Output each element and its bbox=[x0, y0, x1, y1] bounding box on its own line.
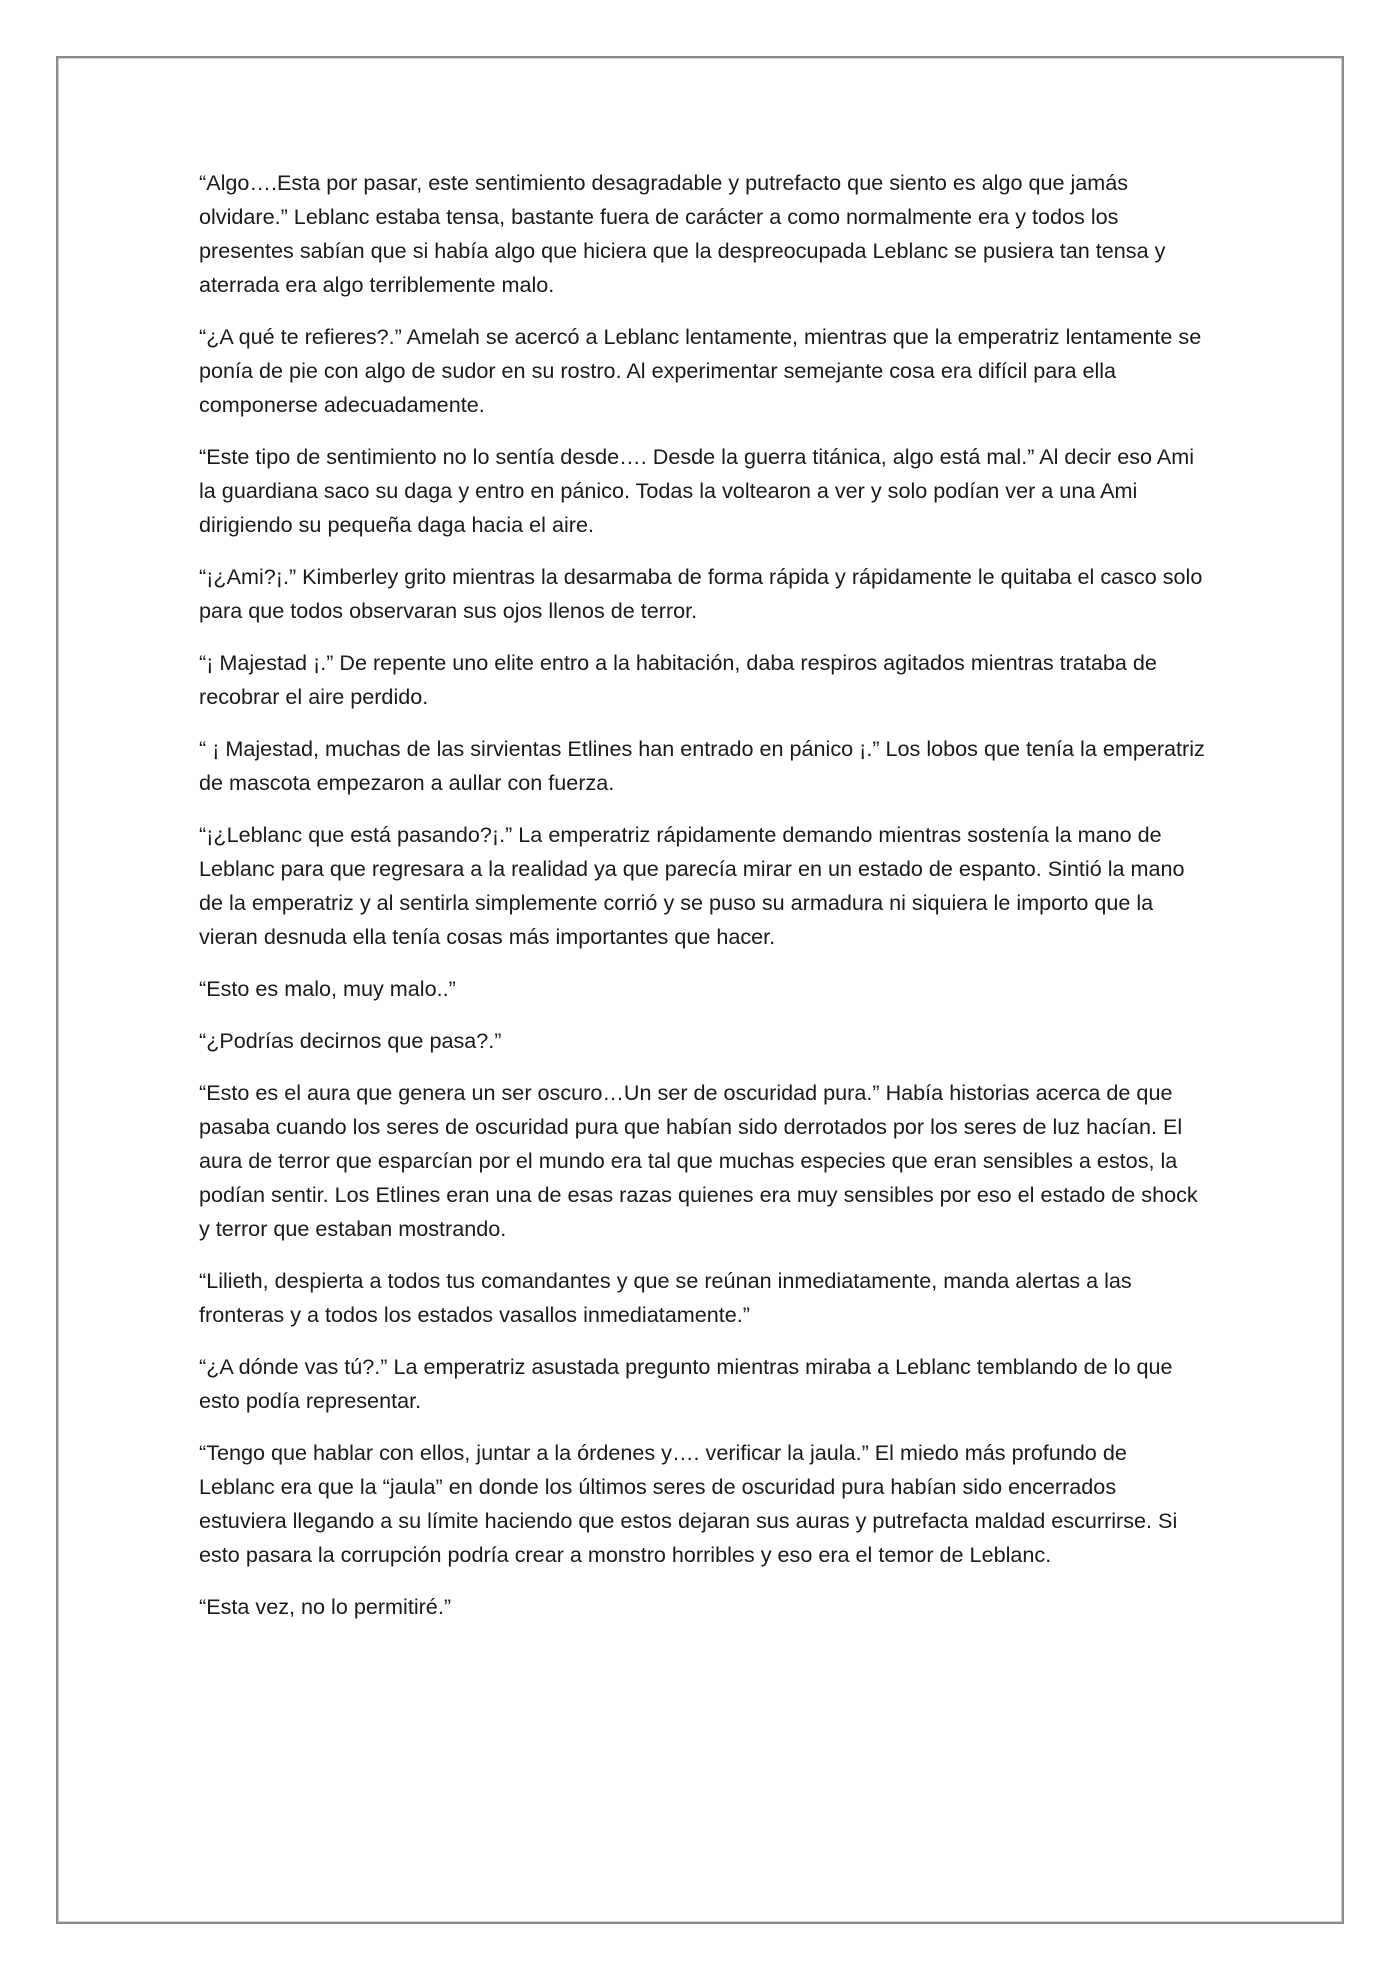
paragraph-11: “Lilieth, despierta a todos tus comandantes y que se reúnan inmediatamente, manda alertas a las fronteras y a todos los estados vasallos inmediatamente.” bbox=[199, 1268, 1132, 1327]
paragraph-14: “Esta vez, no lo permitiré.” bbox=[199, 1594, 452, 1619]
document-body bbox=[199, 166, 1205, 1642]
paragraph-10: “Esto es el aura que genera un ser oscuro…Un ser de oscuridad pura.” Había historias acerca de que pasaba cuando los seres de oscuridad pura que habían sido derrotados por los seres de luz hacían. El aura de terror que esparcían por el mundo era tal que muchas especies que eran sensibles a estos, la podían sentir. Los Etlines eran una de esas razas quienes era muy sensibles por eso el estado de shock y terror que estaban mostrando. bbox=[199, 1080, 1198, 1241]
paragraph-9: “¿Podrías decirnos que pasa?.” bbox=[199, 1028, 502, 1053]
paragraph-8: “Esto es malo, muy malo..” bbox=[199, 976, 456, 1001]
paragraph-6: “ ¡ Majestad, muchas de las sirvientas Etlines han entrado en pánico ¡.” Los lobos que tenía la emperatriz de mascota empezaron a aullar con fuerza. bbox=[199, 736, 1205, 795]
paragraph-12: “¿A dónde vas tú?.” La emperatriz asustada pregunto mientras miraba a Leblanc temblando de lo que esto podía representar. bbox=[199, 1354, 1173, 1413]
paragraph-4: “¡¿Ami?¡.” Kimberley grito mientras la desarmaba de forma rápida y rápidamente le quitaba el casco solo para que todos observaran sus ojos llenos de terror. bbox=[199, 564, 1203, 623]
paragraph-7: “¡¿Leblanc que está pasando?¡.” La emperatriz rápidamente demando mientras sostenía la mano de Leblanc para que regresara a la realidad ya que parecía mirar en un estado de espanto. Sintió la mano de la emperatriz y al sentirla simplemente corrió y se puso su armadura ni siquiera le importo que la vieran desnuda ella tenía cosas más importantes que hacer. bbox=[199, 822, 1185, 949]
paragraph-5: “¡ Majestad ¡.” De repente uno elite entro a la habitación, daba respiros agitados mientras trataba de recobrar el aire perdido. bbox=[199, 650, 1157, 709]
paragraph-2: “¿A qué te refieres?.” Amelah se acercó a Leblanc lentamente, mientras que la emperatriz lentamente se ponía de pie con algo de sudor en su rostro. Al experimentar semejante cosa era difícil para ella componerse adecuadamente. bbox=[199, 324, 1202, 417]
paragraph-3: “Este tipo de sentimiento no lo sentía desde…. Desde la guerra titánica, algo está mal.” Al decir eso Ami la guardiana saco su daga y entro en pánico. Todas la voltearon a ver y solo podían ver a una Ami dirigiendo su pequeña daga hacia el aire. bbox=[199, 444, 1195, 537]
paragraph-13: “Tengo que hablar con ellos, juntar a la órdenes y…. verificar la jaula.” El miedo más profundo de Leblanc era que la “jaula” en donde los últimos seres de oscuridad pura habían sido encerrados estuviera llegando a su límite haciendo que estos dejaran sus auras y putrefacta maldad escurrirse. Si esto pasara la corrupción podría crear a monstro horribles y eso era el temor de Leblanc. bbox=[199, 1440, 1178, 1567]
paragraph-1: “Algo….Esta por pasar, este sentimiento desagradable y putrefacto que siento es algo que jamás olvidare.” Leblanc estaba tensa, bastante fuera de carácter a como normalmente era y todos los presentes sabían que si había algo que hiciera que la despreocupada Leblanc se pusiera tan tensa y aterrada era algo terriblemente malo. bbox=[199, 170, 1166, 297]
